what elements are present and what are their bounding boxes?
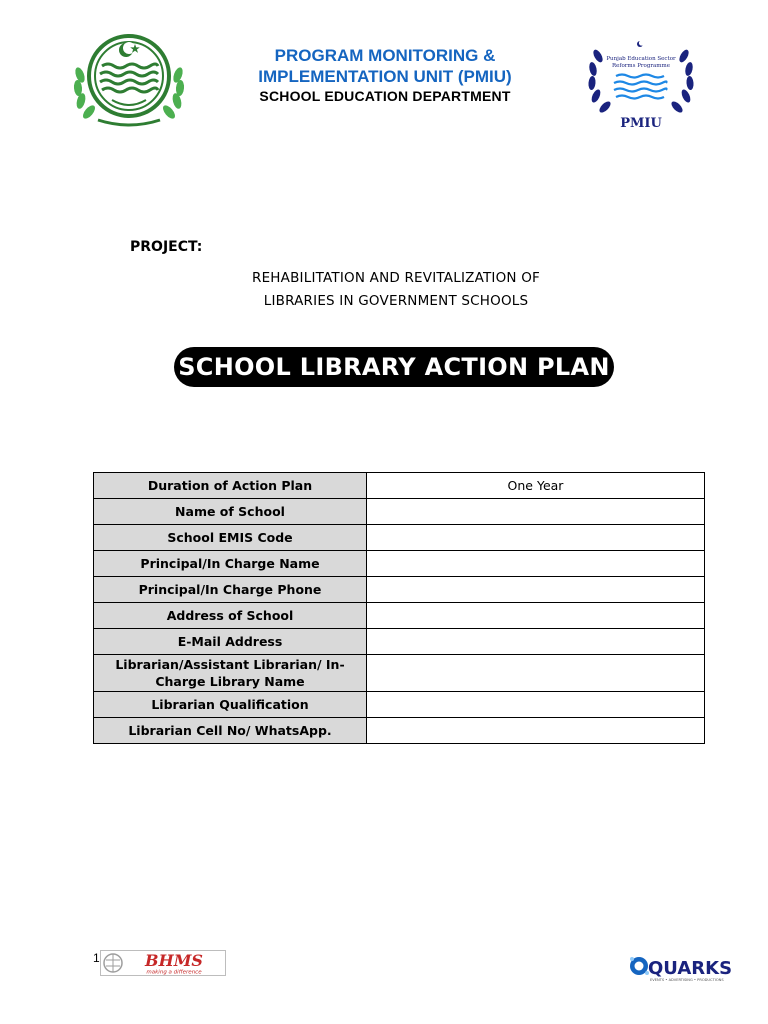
project-label: PROJECT:	[130, 239, 203, 255]
project-name-line2: LIBRARIES IN GOVERNMENT SCHOOLS	[263, 293, 529, 309]
header-title-line1: PROGRAM MONITORING &	[274, 46, 496, 65]
table-row	[94, 655, 705, 692]
row-value[interactable]	[367, 655, 705, 692]
row-label: Principal/In Charge Name	[94, 551, 367, 577]
pmiu-logo-small-text1: Punjab Education Sector	[606, 56, 676, 62]
quarks-logo	[628, 953, 732, 983]
table-row	[94, 525, 705, 551]
row-value[interactable]: One Year	[367, 473, 705, 499]
bhms-logo	[100, 950, 226, 976]
page-number: 1	[93, 951, 100, 965]
table-row	[94, 577, 705, 603]
bhms-tagline: making a difference	[146, 969, 202, 976]
row-value[interactable]	[367, 551, 705, 577]
plan-title-banner: SCHOOL LIBRARY ACTION PLAN	[174, 347, 614, 387]
table-row	[94, 603, 705, 629]
table-row	[94, 499, 705, 525]
row-label: School EMIS Code	[94, 525, 367, 551]
row-label: Duration of Action Plan	[94, 473, 367, 499]
row-value[interactable]	[367, 499, 705, 525]
quarks-tagline: EVENTS • ADVERTISING • PRODUCTIONS	[650, 978, 724, 982]
row-value[interactable]	[367, 718, 705, 744]
row-label: Address of School	[94, 603, 367, 629]
pmiu-logo-text: PMIU	[620, 116, 662, 131]
row-label: Librarian Cell No/ WhatsApp.	[94, 718, 367, 744]
school-info-table	[93, 472, 705, 744]
row-label: E-Mail Address	[94, 629, 367, 655]
quarks-logo-text: QUARKS	[648, 958, 732, 979]
header-department: SCHOOL EDUCATION DEPARTMENT	[259, 88, 511, 104]
table-row	[94, 473, 705, 499]
project-name-line1: REHABILITATION AND REVITALIZATION OF	[251, 270, 541, 286]
row-label: Name of School	[94, 499, 367, 525]
table-row	[94, 629, 705, 655]
row-value[interactable]	[367, 577, 705, 603]
row-label: Librarian/Assistant Librarian/ In-Charge Library Name	[94, 655, 367, 692]
table-row	[94, 551, 705, 577]
row-label: Principal/In Charge Phone	[94, 577, 367, 603]
row-value[interactable]	[367, 525, 705, 551]
row-label: Librarian Qualification	[94, 692, 367, 718]
header-title-line2: IMPLEMENTATION UNIT (PMIU)	[258, 67, 512, 86]
row-value[interactable]	[367, 692, 705, 718]
punjab-government-logo	[68, 30, 190, 128]
pmiu-logo-small-text2: Reforms Programme	[612, 63, 670, 69]
row-value[interactable]	[367, 629, 705, 655]
row-value[interactable]	[367, 603, 705, 629]
table-row	[94, 692, 705, 718]
bhms-logo-text: BHMS	[145, 951, 203, 970]
pmiu-logo	[584, 36, 698, 132]
table-row	[94, 718, 705, 744]
